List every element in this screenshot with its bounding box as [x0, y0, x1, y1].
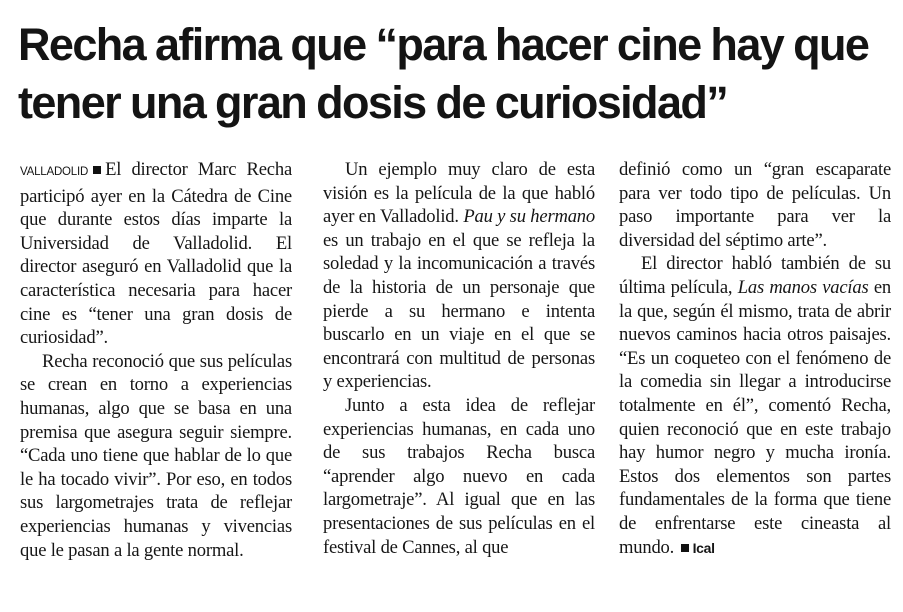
paragraph-5-text-a: El director habló también de su última película, [619, 253, 891, 298]
end-square-icon [681, 544, 689, 552]
column-1 [20, 158, 292, 562]
film-title-pau: Pau y su hermano [463, 206, 596, 228]
paragraph-4-start: Junto a esta idea de reflejar experiencias humanas, en cada uno de sus trabajos Recha busca “aprender algo nuevo en cada largometraje”. Al igual que en las presentaciones de sus películas en el festival de Cannes, al que [323, 394, 595, 558]
dateline-place: VALLADOLID [20, 166, 89, 178]
paragraph-1-text: El director Marc Recha participó ayer en la Cátedra de Cine que durante estos días imparte la Universidad de Valladolid. El director aseguró en Valladolid que la característica necesaria para hacer cine es “tener una gran dosis de curiosidad”. [20, 159, 292, 349]
column-2 [323, 158, 595, 559]
paragraph-1 [20, 158, 292, 350]
paragraph-2: Recha reconoció que sus películas se crean en torno a experiencias humanas, algo que se basa en una premisa que asegura seguir siempre. “Cada uno tiene que hablar de lo que le ha tocado vivir”. Por eso, en todos sus largometrajes trata de reflejar experiencias humanas y vivencias que le pasan a la gente normal. [20, 350, 292, 561]
paragraph-5-text-b: en la que, según él mismo, trata de abrir nuevos caminos hacia otros paisajes. “Es un coqueteo con el fenómeno de la comedia sin llegar a introducirse totalmente en él”, comentó Recha, quien reconoció que en este trabajo hay humor negro y mucha ironía. Estos dos elementos son partes fundamentales de la forma que tiene de enfrentarse este cineasta al mundo. [619, 276, 892, 558]
paragraph-3 [323, 158, 595, 394]
paragraph-5 [619, 252, 891, 560]
agency-credit: Ical [692, 539, 715, 556]
paragraph-3-text-a: Un ejemplo muy claro de esta visión es la película de la que habló ayer en Valladolid. [323, 159, 595, 228]
paragraph-3-text-b: es un trabajo en el que se refleja la soledad y la incomunicación a través de la historia de un personaje que pierde a su hermano e intenta buscarlo en un viaje en el que se encontrará con multitud de personas y experiencias. [323, 229, 595, 393]
column-3 [619, 158, 891, 560]
film-title-manos: Las manos vacías [737, 276, 869, 298]
dateline-square-icon [93, 166, 101, 174]
headline: Recha afirma que “para hacer cine hay que tener una gran dosis de curiosidad” [18, 19, 869, 128]
paragraph-4-end: definió como un “gran escaparate para ver todo tipo de películas. Un paso importante para ver la diversidad del séptimo arte”. [619, 159, 891, 251]
